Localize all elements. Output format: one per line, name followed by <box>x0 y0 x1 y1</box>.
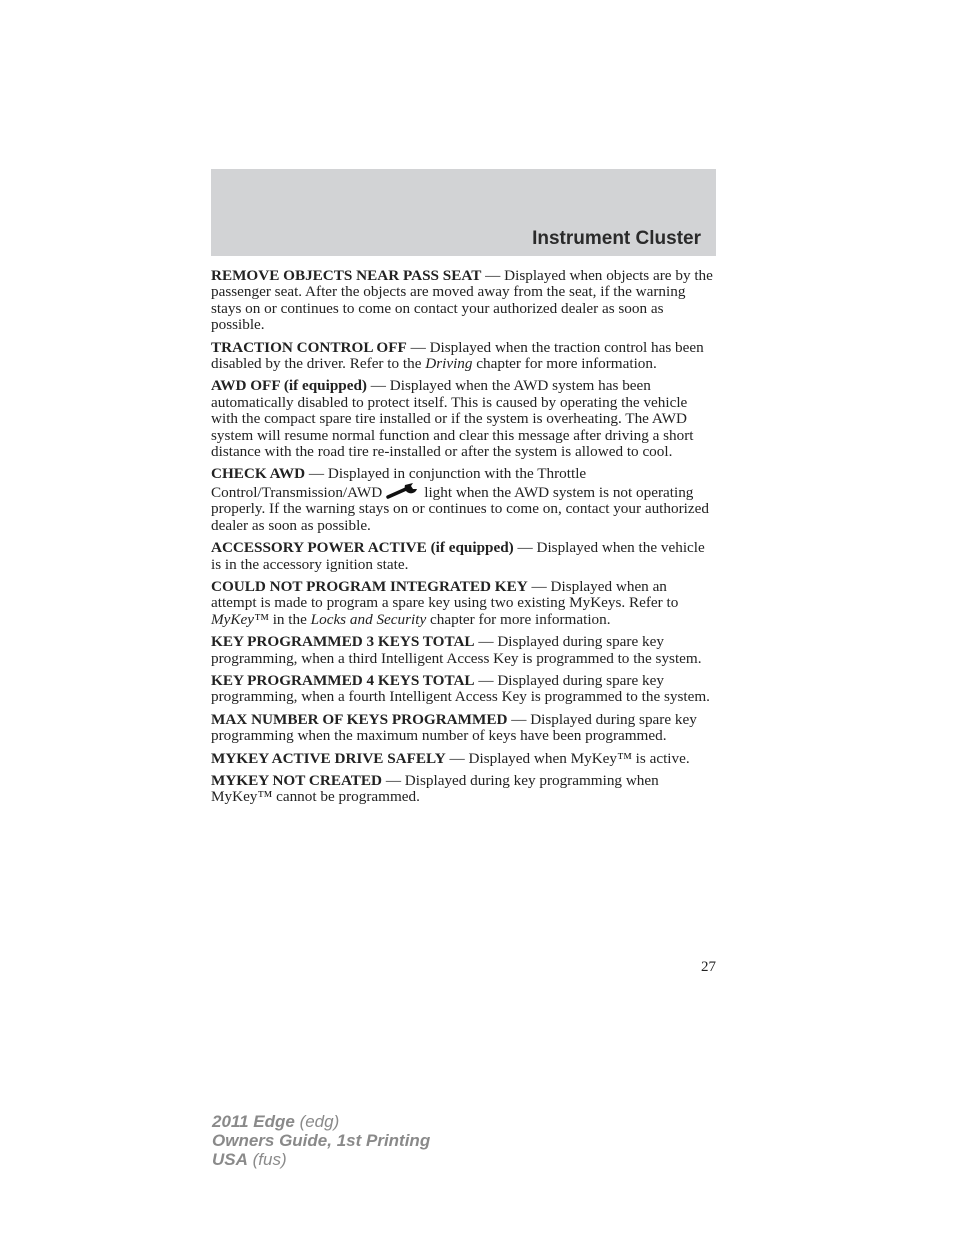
entry-term: MYKEY ACTIVE DRIVE SAFELY <box>211 749 446 767</box>
document-footer <box>212 1112 430 1169</box>
entry-text: — Displayed in conjunction with the Throttle Control/Transmission/AWD <box>211 465 587 501</box>
entry-text: — Displayed during spare key programming when the maximum number of keys have been programmed. <box>211 710 697 745</box>
entry-remove-objects <box>211 268 716 334</box>
entry-text: chapter for more information. <box>426 610 611 628</box>
entry-text: light when the AWD system is not operating properly. If the warning stays on or continues to come on, contact your authorized dealer as soon as possible. <box>211 483 709 534</box>
entry-term: CHECK AWD <box>211 465 306 483</box>
entry-text: — Displayed when MyKey™ is active. <box>445 749 690 767</box>
entry-term: AWD OFF (if equipped) <box>211 377 367 395</box>
entry-term: TRACTION CONTROL OFF <box>211 338 407 356</box>
entry-could-not-program <box>211 579 716 628</box>
entry-text: — Displayed when objects are by the passenger seat. After the objects are moved away from the seat, if the warning stays on or continues to come on contact your authorized dealer as soon as possible. <box>211 267 713 334</box>
entry-term: MAX NUMBER OF KEYS PROGRAMMED <box>211 710 508 728</box>
entry-accessory-power <box>211 540 716 573</box>
entry-term: REMOVE OBJECTS NEAR PASS SEAT <box>211 267 482 284</box>
page-content <box>211 268 716 812</box>
entry-term: KEY PROGRAMMED 4 KEYS TOTAL <box>211 671 475 689</box>
entry-max-keys <box>211 712 716 745</box>
entry-term: MYKEY NOT CREATED <box>211 771 383 789</box>
page-number: 27 <box>701 959 716 975</box>
entry-text: — Displayed when the traction control has been disabled by the driver. Refer to the <box>211 338 704 373</box>
entry-awd-off <box>211 378 716 460</box>
entry-key-programmed-3 <box>211 634 716 667</box>
section-header-band <box>211 169 716 256</box>
entry-term: KEY PROGRAMMED 3 KEYS TOTAL <box>211 633 475 651</box>
footer-line-region: USA (fus) <box>212 1150 287 1169</box>
entry-key-programmed-4 <box>211 673 716 706</box>
entry-text: — Displayed when an attempt is made to program a spare key using two existing MyKeys. Refer to <box>211 577 679 612</box>
entry-mykey-active <box>211 751 716 767</box>
footer-line-guide: Owners Guide, 1st Printing <box>212 1131 431 1150</box>
entry-italic-reference: Locks and Security <box>310 610 427 628</box>
entry-italic-reference: Driving <box>425 355 473 373</box>
section-title: Instrument Cluster <box>532 228 701 249</box>
entry-text: — Displayed when the AWD system has been automatically disabled to protect itself. This is caused by operating the vehicle with the compact spare tire installed or if the system is overheating. The AWD system will resume normal function and clear this message after driving a short distance with the road tire re-installed or after the system is allowed to cool. <box>211 377 694 461</box>
entry-text: chapter for more information. <box>472 355 657 373</box>
entry-text: in the <box>268 610 311 628</box>
entry-traction-control-off <box>211 340 716 373</box>
entry-text: — Displayed during key programming when MyKey™ cannot be programmed. <box>211 771 659 806</box>
entry-text: — Displayed during spare key programming, when a fourth Intelligent Access Key is programmed to the system. <box>211 671 710 706</box>
entry-term: COULD NOT PROGRAM INTEGRATED KEY <box>211 577 528 595</box>
entry-check-awd <box>211 466 716 534</box>
entry-italic-reference: MyKey™ <box>211 610 269 628</box>
entry-text: — Displayed during spare key programming, when a third Intelligent Access Key is programmed to the system. <box>211 633 702 667</box>
entry-text: — Displayed when the vehicle is in the accessory ignition state. <box>211 539 705 573</box>
entry-mykey-not-created <box>211 773 716 806</box>
footer-line-model: 2011 Edge (edg) <box>212 1112 340 1131</box>
entry-term: ACCESSORY POWER ACTIVE (if equipped) <box>211 539 514 557</box>
wrench-icon <box>386 483 420 499</box>
